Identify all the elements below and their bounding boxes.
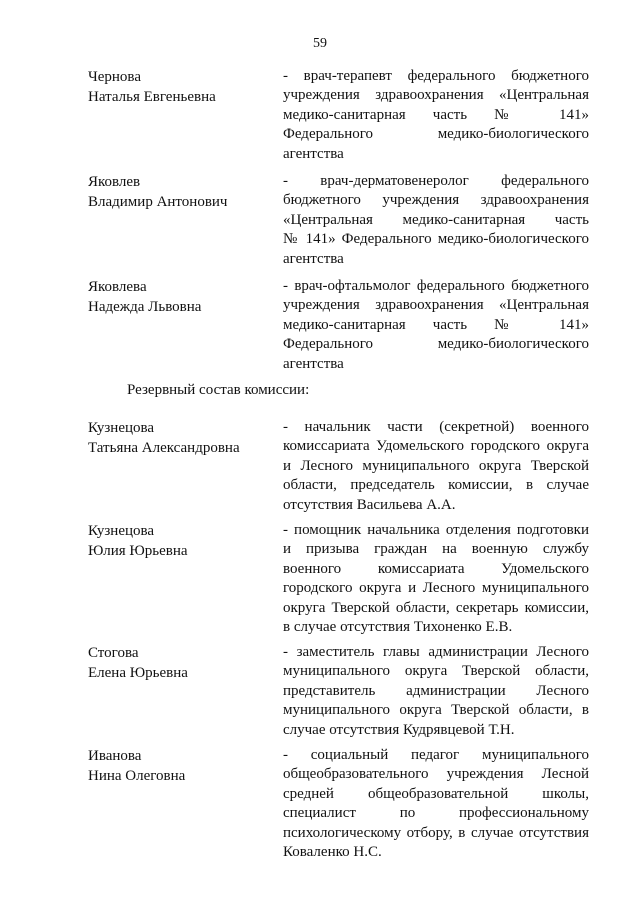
position-line: медико-санитарная часть № 141»: [283, 316, 589, 333]
position-line: - начальник части (секретной) военного: [283, 419, 589, 435]
page-number: 59: [313, 36, 327, 51]
position-line: случае отсутствия Кудрявцевой Т.Н.: [283, 721, 515, 738]
member-given-names: Нина Олеговна: [88, 768, 186, 784]
member-given-names: Татьяна Александровна: [88, 440, 240, 456]
position-line: - помощник начальника отделения подготовки: [283, 522, 589, 538]
position-line: городского округа и Лесного муниципального: [283, 580, 589, 597]
position-line: и Лесного муниципального округа Тверской: [283, 457, 589, 474]
position-line: муниципального округа Тверской области,: [283, 663, 589, 680]
position-line: «Центральная медико-санитарная часть: [283, 211, 589, 228]
position-line: Федерального медико-биологического: [283, 336, 589, 353]
position-line: - заместитель главы администрации Лесного: [283, 644, 589, 660]
member-position: [283, 746, 589, 862]
member-name: [88, 277, 278, 317]
member-surname: Яковлева: [88, 279, 147, 295]
member-surname: Кузнецова: [88, 420, 155, 436]
member-given-names: Юлия Юрьевна: [88, 543, 188, 559]
position-line: - социальный педагог муниципального: [283, 747, 589, 763]
member-surname: Яковлев: [88, 174, 141, 190]
position-line: - врач-офтальмолог федерального бюджетного: [283, 278, 589, 294]
position-line: бюджетного учреждения здравоохранения: [283, 192, 589, 209]
member-name: [88, 172, 278, 212]
member-given-names: Владимир Антонович: [88, 194, 228, 210]
position-line: учреждения здравоохранения «Центральная: [283, 297, 589, 314]
member-position: [283, 418, 589, 515]
member-position: [283, 643, 589, 740]
member-surname: Чернова: [88, 69, 141, 85]
position-line: комиссариата Удомельского городского округа: [283, 438, 589, 455]
member-name: [88, 643, 278, 683]
member-surname: Стогова: [88, 645, 139, 661]
position-line: Федерального медико-биологического: [283, 126, 589, 143]
member-name: [88, 746, 278, 786]
position-line: в случае отсутствия Тихоненко Е.В.: [283, 619, 513, 636]
position-line: общеобразовательного учреждения Лесной: [283, 766, 589, 783]
position-line: военного комиссариата Удомельского: [283, 560, 589, 577]
member-surname: Иванова: [88, 748, 142, 764]
member-name: [88, 418, 278, 458]
member-position: [283, 521, 589, 637]
member-surname: Кузнецова: [88, 523, 155, 539]
position-line: учреждения здравоохранения «Центральная: [283, 87, 589, 104]
member-position: [283, 67, 589, 164]
position-line: медико-санитарная часть № 141»: [283, 106, 589, 123]
member-name: [88, 521, 278, 561]
member-given-names: Елена Юрьевна: [88, 665, 188, 681]
position-line: и призыва граждан на военную службу: [283, 541, 589, 558]
position-line: представитель администрации Лесного: [283, 682, 589, 699]
position-line: области, председатель комиссии, в случае: [283, 477, 589, 494]
position-line: - врач-терапевт федерального бюджетного: [283, 68, 589, 84]
position-line: агентства: [283, 250, 344, 267]
member-given-names: Наталья Евгеньевна: [88, 89, 216, 105]
member-name: [88, 67, 278, 107]
position-line: - врач-дерматовенеролог федерального: [283, 173, 589, 189]
position-line: психологическому отбору, в случае отсутствия: [283, 824, 589, 841]
position-line: специалист по профессиональному: [283, 805, 589, 822]
position-line: округа Тверской области, секретарь комиссии,: [283, 599, 589, 616]
position-line: Коваленко Н.С.: [283, 844, 382, 861]
member-position: [283, 172, 589, 269]
position-line: отсутствия Васильева А.А.: [283, 496, 456, 513]
position-line: агентства: [283, 355, 344, 372]
position-line: агентства: [283, 145, 344, 162]
member-position: [283, 277, 589, 374]
position-line: муниципального округа Тверской области, в: [283, 702, 589, 719]
position-line: средней общеобразовательной школы,: [283, 785, 589, 802]
position-line: № 141» Федерального медико-биологического: [283, 231, 589, 248]
member-given-names: Надежда Львовна: [88, 299, 202, 315]
reserve-heading: Резервный состав комиссии:: [127, 382, 310, 398]
